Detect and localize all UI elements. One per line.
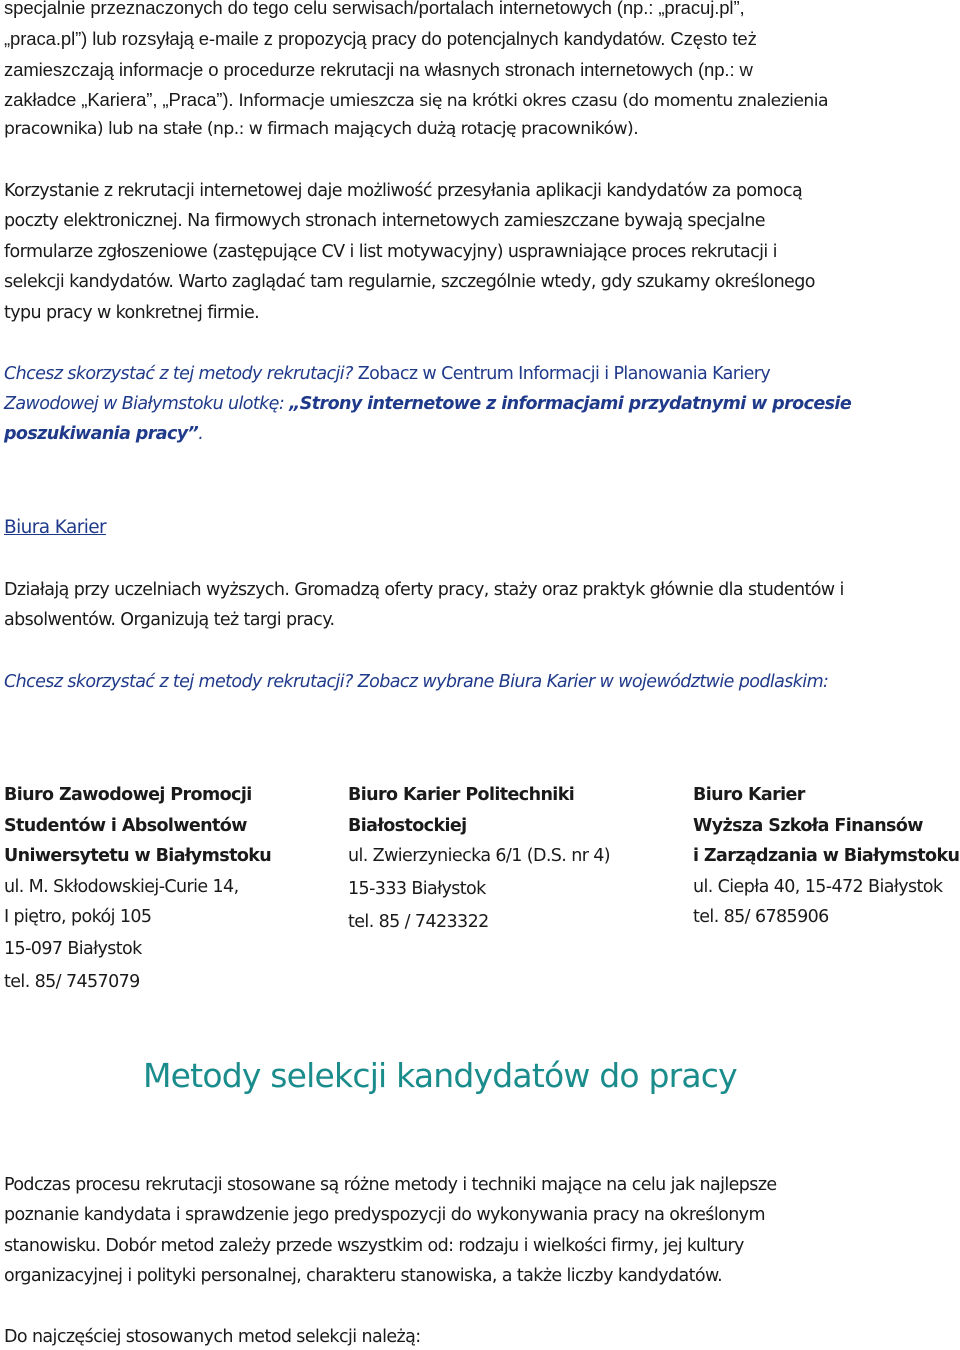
methods-line-2: poznanie kandydata i sprawdzenie jego predyspozycji do wykonywania pracy na określonym [4, 1205, 765, 1225]
intro-line-2: „praca.pl”) lub rozsyłają e-maile z propozycją pracy do potencjalnych kandydatów. Często też [4, 28, 757, 49]
biura-line-2: absolwentów. Organizują też targi pracy. [4, 610, 335, 630]
cta2-see: Zobacz wybrane Biura Karier w województwie podlaskim: [357, 672, 829, 692]
office-phone: tel. 85 / 7423322 [348, 912, 489, 932]
biura-line-1: Działają przy uczelniach wyższych. Gromadzą oferty pracy, staży oraz praktyk głównie dla studentów i [4, 580, 844, 600]
internet-line-4: selekcji kandydatów. Warto zaglądać tam regularnie, szczególnie wtedy, gdy szukamy określonego [4, 272, 815, 292]
office-address-line: ul. M. Skłodowskiej-Curie 14, [4, 876, 239, 897]
cta1-leaflet-link-cont[interactable]: poszukiwania pracy” [4, 424, 199, 444]
section-title-biura-karier: Biura Karier [4, 517, 107, 538]
methods-line-5: Do najczęściej stosowanych metod selekcji należą: [4, 1327, 421, 1347]
methods-line-4: organizacyjnej i polityki personalnej, charakteru stanowiska, a także liczby kandydatów. [4, 1266, 723, 1286]
cta1-see: Zobacz w Centrum Informacji i Planowania Kariery [357, 364, 771, 384]
office-name-line: i Zarządzania w Białymstoku [693, 846, 960, 866]
office-name-line: Białostockiej [348, 815, 467, 836]
cta1-question: Chcesz skorzystać z tej metody rekrutacji? [4, 364, 358, 384]
internet-line-5: typu pracy w konkretnej firmie. [4, 303, 260, 323]
office-name-line: Biuro Zawodowej Promocji [4, 785, 252, 805]
office-name-line: Biuro Karier [693, 785, 805, 805]
intro-line-4 [4, 89, 828, 111]
section-heading-metody-selekcji: Metody selekcji kandydatów do pracy [143, 1056, 737, 1095]
cta1-leaflet-text: Zawodowej w Białymstoku ulotkę: [4, 394, 290, 414]
intro-line-4b: Informacje umieszcza się na krótki okres czasu (do momentu znalezienia [238, 91, 828, 111]
office-name-line: Uniwersytetu w Białymstoku [4, 846, 272, 866]
intro-line-1: specjalnie przeznaczonych do tego celu serwisach/portalach internetowych (np.: „pracuj.pl”, [4, 0, 745, 18]
intro-line-3: zamieszczają informacje o procedurze rekrutacji na własnych stronach internetowych (np.: w [4, 59, 753, 80]
office-3 [693, 785, 959, 938]
internet-line-3: formularze zgłoszeniowe (zastępujące CV i list motywacyjny) usprawniające proces rekrutacji i [4, 242, 777, 262]
office-address-line: 15-097 Białystok [4, 939, 142, 959]
cta2-line [4, 672, 828, 692]
cta1-leaflet-link[interactable]: „Strony internetowe z informacjami przydatnymi w procesie [289, 394, 852, 414]
office-address-line: 15-333 Białystok [348, 879, 486, 899]
cta2-question: Chcesz skorzystać z tej metody rekrutacji? [4, 672, 358, 692]
office-address-line: I piętro, pokój 105 [4, 907, 152, 927]
office-name-line: Wyższa Szkoła Finansów [693, 815, 923, 836]
office-2 [348, 785, 610, 943]
office-address-line: ul. Zwierzyniecka 6/1 (D.S. nr 4) [348, 846, 611, 866]
office-phone: tel. 85/ 6785906 [693, 907, 829, 927]
intro-line-4a: zakładce „Kariera”, „Praca”). [4, 89, 239, 110]
office-name-line: Studentów i Absolwentów [4, 815, 247, 836]
cta1-line-3: poszukiwania pracy”. [4, 424, 204, 444]
internet-line-1: Korzystanie z rekrutacji internetowej daje możliwość przesyłania aplikacji kandydatów za pomocą [4, 181, 803, 201]
methods-line-1: Podczas procesu rekrutacji stosowane są różne metody i techniki mające na celu jak najlepsze [4, 1175, 777, 1195]
intro-line-5: pracownika) lub na stałe (np.: w firmach mających dużą rotację pracowników). [4, 119, 639, 139]
internet-line-2: poczty elektronicznej. Na firmowych stronach internetowych zamieszczane bywają specjalne [4, 211, 765, 231]
cta1-line-1 [4, 364, 770, 384]
office-name-line: Biuro Karier Politechniki [348, 785, 575, 805]
methods-line-3: stanowisku. Dobór metod zależy przede wszystkim od: rodzaju i wielkości firmy, jej kultury [4, 1236, 744, 1256]
office-address-line: ul. Ciepła 40, 15-472 Białystok [693, 876, 943, 897]
office-1 [4, 785, 271, 1003]
cta1-line-2 [4, 394, 851, 414]
office-phone: tel. 85/ 7457079 [4, 972, 140, 992]
